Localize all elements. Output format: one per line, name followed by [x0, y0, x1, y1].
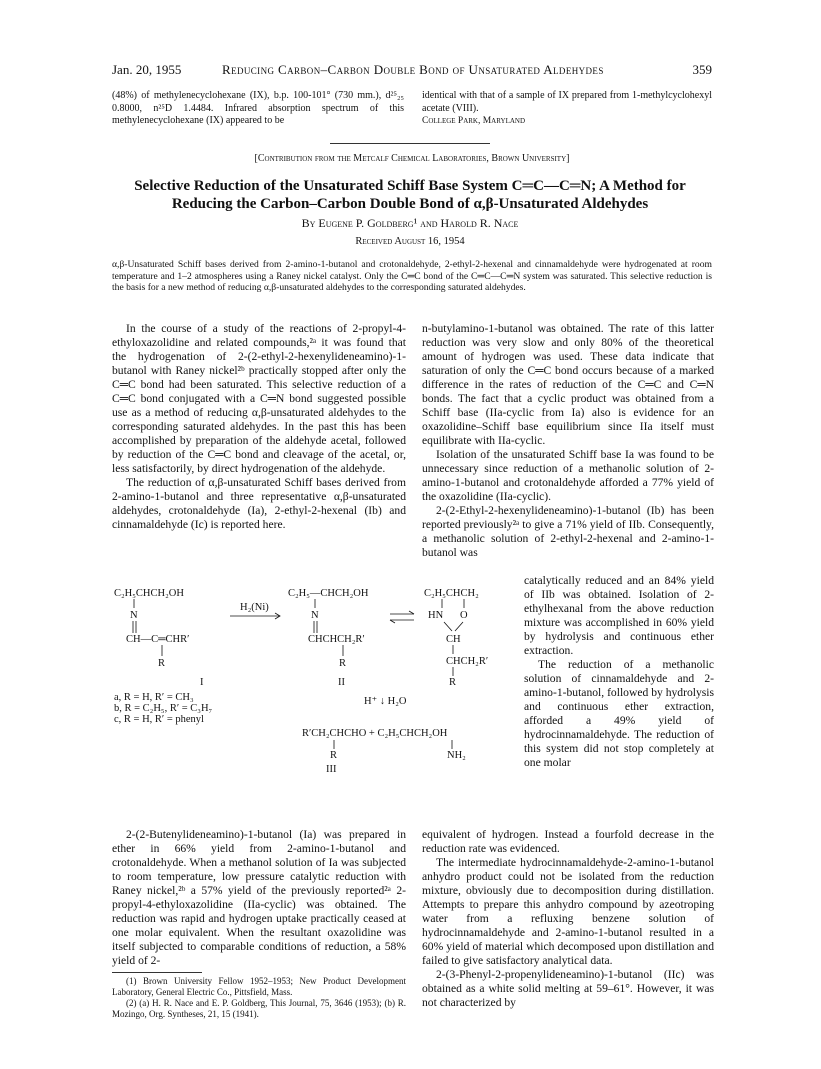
- scheme-hydrolysis: H⁺ ↓ H₂O: [364, 696, 407, 707]
- scheme-iii-r: R: [330, 750, 338, 761]
- article-title: Selective Reduction of the Unsaturated Schiff Base System C═C—C═N; A Method for Reducing the Carbon–Carbon Double Bond of α,β-Unsaturated Aldehydes: [134, 178, 686, 212]
- paragraph: equivalent of hydrogen. Instead a fourfold decrease in the reduction rate was evidenced.: [422, 828, 714, 855]
- left-column-bottom: [112, 828, 406, 1020]
- scheme-cyclic-o: O: [460, 610, 468, 621]
- left-column-top: [112, 322, 406, 532]
- series-c: c, R = H, R′ = phenyl: [114, 714, 204, 725]
- scheme-cyclic-hn: HN: [428, 610, 444, 621]
- authors-line: By Eugene P. Goldberg¹ and Harold R. Nace: [301, 216, 519, 230]
- top-right-text: [422, 90, 712, 128]
- paragraph: The reduction of α,β-unsaturated Schiff bases derived from 2-amino-1-butanol and three representative α,β-unsaturated aldehydes, crotonaldehyde (Ia), 2-ethyl-2-hexenal (Ib) and cinnamaldehyde (Ic) is reported here.: [112, 476, 406, 531]
- reaction-scheme: [112, 586, 522, 820]
- header-running-title: Reducing Carbon–Carbon Double Bond of Unsaturated Aldehydes: [222, 62, 604, 77]
- label-compound-iii: III: [326, 764, 337, 775]
- series-b: b, R = C₂H₅, R′ = C₃H₇: [114, 703, 213, 714]
- scheme-cyclic-ch: CH: [446, 634, 461, 645]
- scheme-ii-n: N: [311, 610, 319, 621]
- label-compound-i: I: [200, 677, 204, 688]
- scheme-i-chain: CH—C═CHR′: [126, 634, 190, 645]
- scheme-cyclic-top: C₂H₅CHCH₂: [424, 588, 479, 599]
- right-narrow-column: [524, 574, 714, 770]
- top-left-text: [112, 90, 404, 128]
- abstract: α,β-Unsaturated Schiff bases derived from 2-amino-1-butanol and crotonaldehyde, 2-ethyl-2-hexenal and cinnamaldehyde were hydrogenated at room temperature and 1–2 atmospheres using a Raney nickel catalyst. Only the C═C bond of the C═C—C═N system was saturated. This selective reduction is the basis for a new method of reducing α,β-unsaturated aldehydes to the corresponding saturated aldehydes.: [112, 259, 712, 293]
- paragraph: catalytically reduced and an 84% yield of IIb was obtained. Isolation of 2-ethylhexanal from the above reduction mixture was accomplished in 60% yield by hydrolysis and continuous ether extraction.: [524, 574, 714, 657]
- series-a: a, R = H, R′ = CH₃: [114, 692, 194, 703]
- header-date: Jan. 20, 1955: [112, 62, 182, 77]
- contribution-line: [Contribution from the Metcalf Chemical Laboratories, Brown University]: [254, 153, 570, 164]
- scheme-ii-r: R: [339, 658, 347, 669]
- paragraph: 2-(2-Butenylideneamino)-1-butanol (Ia) was prepared in ether in 66% yield from 2-amino-1-butanol and crotonaldehyde. When a methanol solution of Ia was subjected to room temperature, low pressure catalytic reduction with Raney nickel,²ᵇ a 57% yield of the previously reported²ᵃ 2-propyl-4-ethyloxazolidine (IIa-cyclic) was obtained. The reduction was rapid and hydrogen uptake practically ceased at one molar equivalent. When the resultant oxazolidine was itself subjected to comparable conditions of reduction, a 58% yield of 2-: [112, 828, 406, 967]
- top-right-location: College Park, Maryland: [422, 116, 526, 126]
- scheme-i-n: N: [130, 610, 138, 621]
- reaction-scheme-figure: [112, 586, 522, 820]
- paragraph: n-butylamino-1-butanol was obtained. The rate of this latter reduction was very slow and only 80% of the theoretical amount of hydrogen was used. These data indicate that saturation of only the C═C bond occurs because of a marked difference in the rates of reduction of the C═C and C═N bonds. The fact that a cyclic product was obtained from a Schiff base (IIa-cyclic from Ia) also is evidence for an oxazolidine–Schiff base equilibrium since IIa itself must equilibrate with IIa-cyclic.: [422, 322, 714, 447]
- paragraph: The reduction of a methanolic solution of cinnamaldehyde and 2-amino-1-butanol, followed by hydrolysis and continuous ether extraction, afforded a 49% yield of hydrocinnamaldehyde. The reduction of this system did not stop completely at one molar: [524, 658, 714, 769]
- label-compound-ii: II: [338, 677, 345, 688]
- paragraph: The intermediate hydrocinnamaldehyde-2-amino-1-butanol anhydro product could not be isolated from the reduction mixture, obviously due to decomposition during distillation. Attempts to prepare this anhydro compound by azeotroping water from a refluxing benzene solution of hydrocinnamaldehyde and 2-amino-1-butanol resulted in a 60% yield of material which decomposed upon distillation and failed to give satisfactory analytical data.: [422, 856, 714, 967]
- footnote-1: (1) Brown University Fellow 1952–1953; New Product Development Laboratory, General Electric Co., Pittsfield, Mass.: [112, 976, 406, 997]
- scheme-ii-chain: CHCHCH₂R′: [308, 634, 365, 645]
- top-left-paragraph: (48%) of methylenecyclohexane (IX), b.p. 100-101° (730 mm.), d²⁵₂₅ 0.8000, n²⁵D 1.4484. Infrared absorption spectrum of this methylenecyclohexane (IX) appeared to be: [112, 90, 404, 126]
- scheme-products: R′CH₂CHCHO + C₂H₅CHCH₂OH: [302, 728, 448, 739]
- header-page-number: 359: [692, 62, 712, 77]
- scheme-catalyst: H₂(Ni): [240, 602, 269, 613]
- scheme-ii-top: C₂H₅—CHCH₂OH: [288, 588, 369, 599]
- received-date: Received August 16, 1954: [355, 236, 465, 247]
- top-right-paragraph: identical with that of a sample of IX prepared from 1-methylcyclohexyl acetate (VIII).: [422, 90, 712, 114]
- scheme-i-top: C₂H₅CHCH₂OH: [114, 588, 184, 599]
- paragraph: 2-(3-Phenyl-2-propenylideneamino)-1-butanol (IIc) was obtained as a white solid melting at 59–61°. However, it was not characterized by: [422, 968, 714, 1009]
- scheme-iii-nh2: NH₂: [447, 750, 466, 761]
- paragraph: Isolation of the unsaturated Schiff base Ia was found to be unnecessary since reduction of a methanolic solution of 2-amino-1-butanol and crotonaldehyde afforded a 77% yield of the oxazolidine (IIa-cyclic).: [422, 448, 714, 503]
- scheme-cyclic-chain: CHCH₂R′: [446, 656, 489, 667]
- footnote-2: (2) (a) H. R. Nace and E. P. Goldberg, This Journal, 75, 3646 (1953); (b) R. Mozingo, Org. Syntheses, 21, 15 (1941).: [112, 998, 406, 1019]
- scheme-i-r: R: [158, 658, 166, 669]
- paragraph: In the course of a study of the reactions of 2-propyl-4-ethyloxazolidine and related compounds,²ᵃ it was found that the hydrogenation of 2-(2-ethyl-2-hexenylideneamino)-1-butanol with Raney nickel²ᵇ practically stopped after only the C═C bond had been saturated. This selective reduction of a C═C bond conjugated with a C═N bond suggested possible use as a method of reducing α,β-unsaturated aldehydes to the corresponding saturated aldehydes. In the past this has been accomplished by preparation of the aldehyde acetal, followed by reduction of the C═C bond and cleavage of the acetal, or, less satisfactorily, by direct hydrogenation of the aldehyde.: [112, 322, 406, 475]
- scheme-cyclic-r: R: [449, 677, 457, 688]
- section-divider: [330, 143, 490, 144]
- footnote-rule: [112, 972, 202, 973]
- right-column-bottom: [422, 828, 714, 1010]
- paragraph: 2-(2-Ethyl-2-hexenylideneamino)-1-butanol (Ib) has been reported previously²ᵃ to give a 71% yield of IIb. Consequently, a methanolic solution of 2-ethyl-2-hexenal and 2-amino-1-butanol was: [422, 504, 714, 559]
- right-column-top: [422, 322, 714, 560]
